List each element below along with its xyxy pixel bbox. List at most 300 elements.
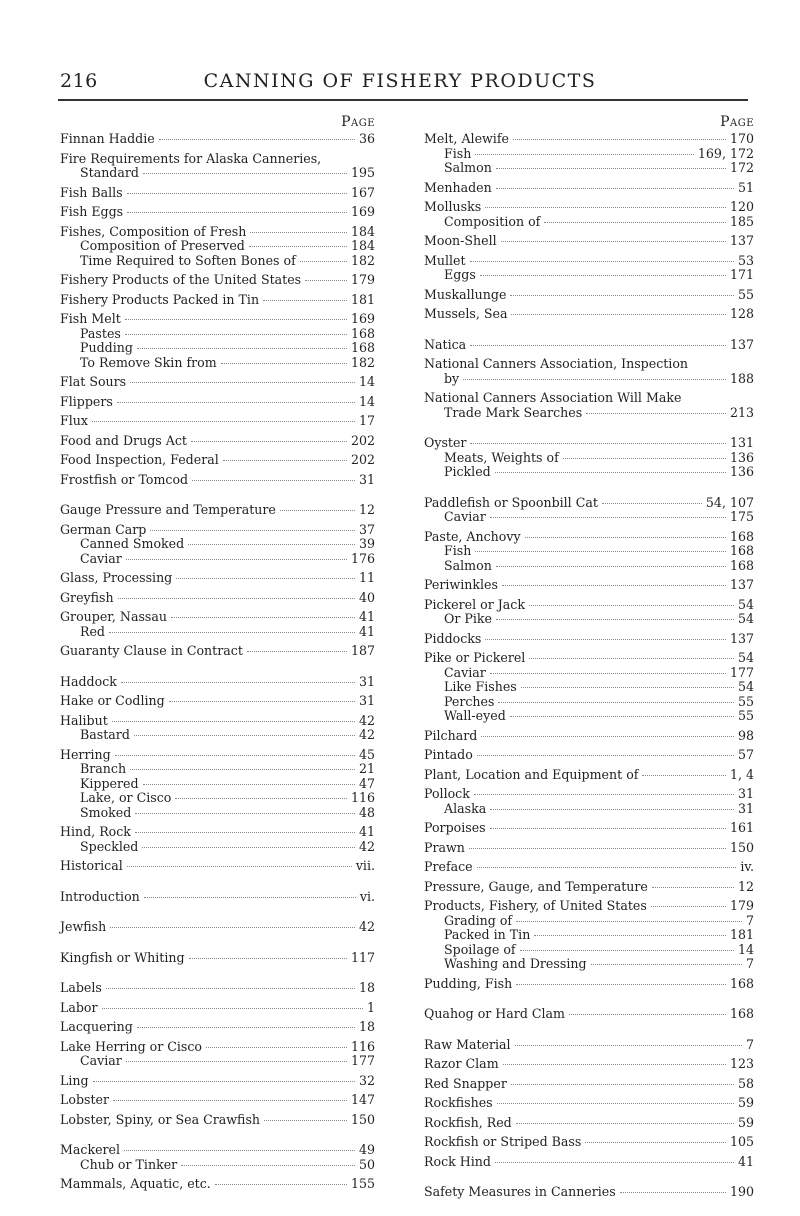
index-entry-line xyxy=(424,254,754,269)
page-reference: 11 xyxy=(358,570,375,585)
letter-group xyxy=(424,496,754,992)
entry-term: Razor Clam xyxy=(424,1056,499,1071)
index-entry xyxy=(424,530,754,574)
index-subentry xyxy=(60,840,375,855)
page-reference: 31 xyxy=(737,786,754,801)
index-entry xyxy=(60,375,375,390)
index-entry-line xyxy=(60,675,375,690)
index-subentry xyxy=(60,327,375,342)
entry-term: Fish Melt xyxy=(60,311,121,326)
subentry-term: Fish xyxy=(444,145,472,161)
running-title: CANNING OF FISHERY PRODUCTS xyxy=(203,70,597,92)
index-entry xyxy=(60,414,375,429)
page-reference: 168 xyxy=(729,975,754,991)
page-reference: 179 xyxy=(350,272,375,287)
dot-leader xyxy=(652,887,734,888)
index-column-right xyxy=(424,114,754,1216)
page-reference: 58 xyxy=(737,1075,754,1091)
index-entry xyxy=(424,1007,754,1022)
entry-term: Safety Measures in Canneries xyxy=(424,1184,616,1199)
index-entry-line xyxy=(424,200,754,215)
page-reference: 59 xyxy=(737,1095,754,1110)
index-entry-line xyxy=(60,714,375,729)
letter-group xyxy=(424,338,754,421)
page-reference: 188 xyxy=(729,370,754,386)
entry-term: Historical xyxy=(60,858,123,873)
index-entry xyxy=(424,651,754,724)
index-entry xyxy=(424,338,754,353)
index-subentry xyxy=(424,928,754,943)
dot-leader xyxy=(171,617,355,618)
page-reference: 41 xyxy=(737,1153,754,1169)
index-entry-line xyxy=(424,651,754,666)
dot-leader xyxy=(134,735,355,736)
index-entry xyxy=(424,880,754,895)
dot-leader xyxy=(502,585,726,586)
page-reference: 137 xyxy=(729,630,754,646)
page-reference: iv. xyxy=(740,859,754,874)
index-entry-line xyxy=(424,860,754,875)
subentry-term: Grading of xyxy=(444,912,513,928)
entry-term: Preface xyxy=(424,859,473,874)
dot-leader xyxy=(176,578,355,579)
page-reference: 181 xyxy=(729,927,754,942)
letter-group xyxy=(60,675,375,874)
dot-leader xyxy=(130,769,355,770)
index-subentry xyxy=(424,666,754,681)
page-reference: 54 xyxy=(737,611,754,626)
entry-term: by xyxy=(444,370,460,386)
dot-leader xyxy=(563,458,726,459)
entry-term: Fish Eggs xyxy=(60,204,124,219)
index-entry-line xyxy=(424,338,754,353)
letter-group xyxy=(424,1007,754,1022)
page-reference: 37 xyxy=(358,521,375,537)
index-entry-line xyxy=(60,1113,375,1128)
page-reference: 202 xyxy=(350,452,375,467)
entry-term: Quahog or Hard Clam xyxy=(424,1006,565,1021)
index-subentry xyxy=(424,147,754,162)
page-reference: 57 xyxy=(737,747,754,762)
entry-term: Halibut xyxy=(60,712,108,728)
page-reference: 167 xyxy=(350,184,375,200)
entry-term: Jewfish xyxy=(60,919,107,934)
page-reference: 1, 4 xyxy=(729,766,754,782)
index-entry-line xyxy=(60,951,375,966)
index-entry xyxy=(60,859,375,874)
index-subentry xyxy=(60,341,375,356)
index-subentry xyxy=(424,465,754,480)
letter-group xyxy=(424,1185,754,1200)
dot-leader xyxy=(143,784,355,785)
index-entry xyxy=(60,293,375,308)
page-reference: 179 xyxy=(729,898,754,913)
dot-leader xyxy=(511,314,725,315)
index-subentry xyxy=(60,254,375,269)
dot-leader xyxy=(521,687,734,688)
page-reference: 137 xyxy=(729,233,754,248)
letter-group xyxy=(60,890,375,905)
dot-leader xyxy=(485,639,726,640)
index-entry xyxy=(60,312,375,370)
index-entry-line xyxy=(60,375,375,390)
index-subentry xyxy=(424,612,754,627)
page-reference: 168 xyxy=(729,557,754,573)
index-entry-line xyxy=(60,453,375,468)
index-subentry xyxy=(60,1054,375,1069)
index-subentry xyxy=(424,709,754,724)
dot-leader xyxy=(102,1008,363,1009)
index-entry xyxy=(60,610,375,639)
index-entry-line xyxy=(424,436,754,451)
page-reference: 31 xyxy=(358,673,375,689)
dot-leader xyxy=(250,232,347,233)
index-entry xyxy=(60,920,375,935)
index-entry-line xyxy=(60,1020,375,1035)
index-subentry xyxy=(424,268,754,283)
subentry-term: Alaska xyxy=(444,800,487,816)
dot-leader xyxy=(602,503,702,504)
entry-term: Food Inspection, Federal xyxy=(60,452,219,467)
page-reference: 41 xyxy=(358,824,375,839)
page-reference: 31 xyxy=(358,693,375,708)
index-entry-line xyxy=(424,288,754,303)
index-entry xyxy=(424,632,754,647)
dot-leader xyxy=(247,651,347,652)
entry-term: Plant, Location and Equipment of xyxy=(424,766,639,782)
dot-leader xyxy=(118,598,355,599)
index-entry xyxy=(424,821,754,836)
index-entry xyxy=(60,825,375,854)
index-entry-line xyxy=(424,1038,754,1053)
entry-term: Fishery Products Packed in Tin xyxy=(60,291,260,307)
page-reference: 169 xyxy=(350,204,375,219)
page-reference: 18 xyxy=(358,1019,375,1034)
index-entry xyxy=(424,1096,754,1111)
index-entry-line xyxy=(424,841,754,856)
index-entry xyxy=(60,225,375,269)
page-reference: 31 xyxy=(737,800,754,816)
page-reference: 53 xyxy=(737,252,754,268)
index-entry-line xyxy=(424,787,754,802)
index-entry xyxy=(424,357,754,386)
entry-term: Mackerel xyxy=(60,1142,121,1157)
dot-leader xyxy=(125,319,347,320)
index-subentry xyxy=(424,695,754,710)
dot-leader xyxy=(544,222,726,223)
page-reference: 55 xyxy=(737,286,754,302)
dot-leader xyxy=(480,275,726,276)
index-entry xyxy=(60,1143,375,1172)
dot-leader xyxy=(263,300,347,301)
dot-leader xyxy=(470,261,734,262)
index-entry-line xyxy=(60,1040,375,1055)
entry-term: Rock Hind xyxy=(424,1153,491,1169)
page-reference: 42 xyxy=(358,919,375,934)
entry-term: Pike or Pickerel xyxy=(424,650,526,665)
index-entry xyxy=(60,273,375,288)
entry-term: Fire Requirements for Alaska Canneries, xyxy=(60,150,322,166)
index-entry-line xyxy=(60,591,375,606)
dot-leader xyxy=(135,813,355,814)
letter-group xyxy=(60,503,375,659)
dot-leader xyxy=(135,832,355,833)
dot-leader xyxy=(127,193,347,194)
index-subentry xyxy=(60,728,375,743)
entry-term: Glass, Processing xyxy=(60,570,173,585)
entry-term: Grouper, Nassau xyxy=(60,609,168,624)
page-reference: 36 xyxy=(358,131,375,146)
index-column-left xyxy=(60,114,375,1208)
page-reference: 47 xyxy=(358,775,375,791)
subentry-term: Smoked xyxy=(80,804,132,820)
page-reference: 175 xyxy=(729,509,754,524)
index-entry xyxy=(424,307,754,322)
page-reference: 12 xyxy=(358,502,375,517)
index-entry-line xyxy=(60,186,375,201)
dot-leader xyxy=(651,906,726,907)
index-subentry xyxy=(60,777,375,792)
dot-leader xyxy=(126,1061,347,1062)
page-reference: 54, 107 xyxy=(705,494,754,510)
dot-leader xyxy=(490,809,734,810)
index-entry xyxy=(424,436,754,480)
index-entry-line xyxy=(60,748,375,763)
letter-group xyxy=(60,920,375,935)
page-reference: 123 xyxy=(729,1056,754,1071)
index-entry-line xyxy=(424,821,754,836)
dot-leader xyxy=(137,1027,355,1028)
page-reference: 54 xyxy=(737,596,754,612)
page-reference: 55 xyxy=(737,693,754,709)
page-reference: 116 xyxy=(350,1038,375,1054)
index-entry xyxy=(424,598,754,627)
subentry-term: Eggs xyxy=(444,267,476,282)
dot-leader xyxy=(485,207,726,208)
index-entry xyxy=(424,288,754,303)
subentry-term: Pudding xyxy=(80,340,133,355)
entry-term: Haddock xyxy=(60,673,117,689)
page-reference: 131 xyxy=(729,435,754,450)
index-entry xyxy=(60,186,375,201)
dot-leader xyxy=(516,984,726,985)
index-subentry xyxy=(424,680,754,695)
index-entry xyxy=(424,768,754,783)
dot-leader xyxy=(109,632,355,633)
dot-leader xyxy=(510,295,734,296)
entry-term: Pressure, Gauge, and Temperature xyxy=(424,878,648,894)
entry-term: Labels xyxy=(60,980,102,995)
page-reference: 213 xyxy=(729,404,754,420)
dot-leader xyxy=(503,1064,726,1065)
entry-term: Rockfish, Red xyxy=(424,1114,512,1130)
page-header xyxy=(0,70,800,100)
dot-leader xyxy=(206,1047,347,1048)
dot-leader xyxy=(481,736,734,737)
subentry-term: Time Required to Soften Bones of xyxy=(80,252,296,268)
page-reference: 41 xyxy=(358,623,375,639)
index-entry xyxy=(60,1093,375,1108)
index-entry-line xyxy=(60,152,375,167)
dot-leader xyxy=(510,716,734,717)
entry-term: Muskallunge xyxy=(424,286,507,302)
index-entry xyxy=(424,977,754,992)
index-entry-line xyxy=(60,1093,375,1108)
dot-leader xyxy=(169,701,355,702)
index-entry-line xyxy=(60,312,375,327)
page-reference: 169, 172 xyxy=(697,145,754,161)
index-entry xyxy=(424,1057,754,1072)
dot-leader xyxy=(513,139,726,140)
index-entry-continuation xyxy=(424,372,754,387)
entry-term: Menhaden xyxy=(424,179,492,195)
entry-term: Greyfish xyxy=(60,589,114,605)
entry-term: Food and Drugs Act xyxy=(60,432,187,448)
dot-leader xyxy=(496,619,734,620)
page-reference: 105 xyxy=(729,1134,754,1149)
entry-term: Finnan Haddie xyxy=(60,131,155,146)
entry-term: Flat Sours xyxy=(60,374,127,389)
subentry-term: Or Pike xyxy=(444,611,492,626)
entry-term: Flux xyxy=(60,413,88,428)
index-entry-line xyxy=(424,1135,754,1150)
index-entry-line xyxy=(60,981,375,996)
dot-leader xyxy=(300,261,347,262)
index-entry xyxy=(60,1040,375,1069)
dot-leader xyxy=(477,755,734,756)
subentry-term: Caviar xyxy=(80,1053,122,1068)
page-reference: 176 xyxy=(350,550,375,566)
dot-leader xyxy=(305,280,347,281)
index-entry-line xyxy=(424,1057,754,1072)
index-entry-line xyxy=(60,293,375,308)
dot-leader xyxy=(249,246,347,247)
page-reference: 54 xyxy=(737,650,754,665)
index-subentry xyxy=(424,544,754,559)
subentry-term: Composition of Preserved xyxy=(80,238,245,253)
page-reference: 51 xyxy=(737,179,754,195)
index-entry xyxy=(424,787,754,816)
entry-term: Fishery Products of the United States xyxy=(60,272,302,287)
entry-term: Periwinkles xyxy=(424,577,498,592)
dot-leader xyxy=(463,379,726,380)
subentry-term: Red xyxy=(80,623,105,639)
dot-leader xyxy=(112,721,355,722)
index-entry-line xyxy=(60,825,375,840)
dot-leader xyxy=(495,1162,734,1163)
dot-leader xyxy=(264,1120,347,1121)
index-entry-line xyxy=(424,1077,754,1092)
letter-group xyxy=(424,436,754,480)
subentry-term: Perches xyxy=(444,693,495,709)
dot-leader xyxy=(93,1081,355,1082)
entry-term: Lobster xyxy=(60,1092,110,1107)
dot-leader xyxy=(520,950,734,951)
entry-term: Porpoises xyxy=(424,820,486,835)
dot-leader xyxy=(92,421,355,422)
dot-leader xyxy=(143,173,347,174)
page-reference: 155 xyxy=(350,1176,375,1191)
entry-term: Mullet xyxy=(424,252,466,268)
index-entry-line xyxy=(60,859,375,874)
index-entry-line xyxy=(60,610,375,625)
dot-leader xyxy=(188,544,355,545)
index-entry-line xyxy=(60,1177,375,1192)
subentry-term: Fish xyxy=(444,543,472,558)
index-entry xyxy=(424,234,754,249)
dot-leader xyxy=(591,964,742,965)
index-entry-line xyxy=(60,1074,375,1089)
subentry-term: Caviar xyxy=(80,550,122,566)
page-reference: 98 xyxy=(737,727,754,743)
page-reference: 184 xyxy=(350,223,375,239)
index-entry xyxy=(60,473,375,488)
column-heading-page: Page xyxy=(720,114,754,130)
entry-term: Standard xyxy=(80,165,139,180)
dot-leader xyxy=(529,605,734,606)
dot-leader xyxy=(586,413,726,414)
index-entry xyxy=(424,254,754,283)
index-entry xyxy=(60,1020,375,1035)
page-reference: 1 xyxy=(366,999,375,1015)
entry-term: Products, Fishery, of United States xyxy=(424,898,647,913)
dot-leader xyxy=(113,1100,347,1101)
dot-leader xyxy=(125,334,347,335)
subentry-term: To Remove Skin from xyxy=(80,354,217,370)
index-entry-line xyxy=(60,414,375,429)
index-entry-line xyxy=(424,1185,754,1200)
index-entry-continuation xyxy=(60,166,375,181)
index-entry xyxy=(424,860,754,875)
dot-leader xyxy=(181,1165,355,1166)
subentry-term: Canned Smoked xyxy=(80,536,185,551)
page-reference: 116 xyxy=(350,790,375,805)
page-reference: 31 xyxy=(358,471,375,487)
index-entry-line xyxy=(60,694,375,709)
index-entry xyxy=(424,181,754,196)
index-subentry xyxy=(424,943,754,958)
index-entry xyxy=(60,205,375,220)
index-entry xyxy=(424,200,754,229)
dot-leader xyxy=(496,188,734,189)
subentry-term: Meats, Weights of xyxy=(444,449,559,465)
page-reference: 32 xyxy=(358,1072,375,1088)
dot-leader xyxy=(620,1192,726,1193)
dot-leader xyxy=(516,921,742,922)
index-entry-line xyxy=(60,273,375,288)
index-entry xyxy=(424,729,754,744)
page-reference: 49 xyxy=(358,1142,375,1157)
index-subentry xyxy=(60,625,375,640)
entry-term: German Carp xyxy=(60,521,147,537)
index-entry xyxy=(60,132,375,147)
entry-term: Prawn xyxy=(424,839,465,855)
index-entry xyxy=(424,1038,754,1053)
entry-term: Fish Balls xyxy=(60,184,123,200)
index-entry-line xyxy=(424,357,754,372)
index-subentry xyxy=(60,791,375,806)
dot-leader xyxy=(215,1184,347,1185)
index-subentry xyxy=(60,806,375,821)
index-entry-line xyxy=(424,1007,754,1022)
page-reference: 170 xyxy=(729,131,754,146)
index-subentry xyxy=(60,537,375,552)
entry-term: Mollusks xyxy=(424,199,482,214)
dot-leader xyxy=(516,1123,734,1124)
dot-leader xyxy=(121,682,355,683)
page-reference: 187 xyxy=(350,643,375,658)
dot-leader xyxy=(474,794,734,795)
